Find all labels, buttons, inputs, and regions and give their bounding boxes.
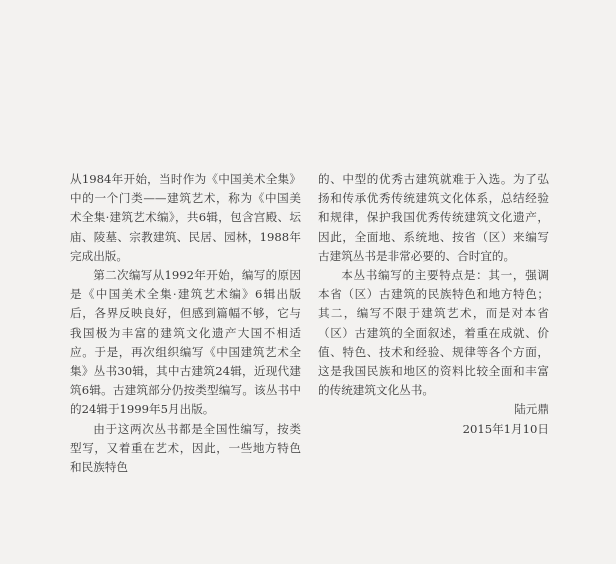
paragraph-3: 由于这两次丛书都是全国性编写，按类型写，又着重在艺术，因此，一些地方特色和民族特色 <box>70 421 301 475</box>
paragraph-5: 本丛书编写的主要特点是：其一，强调本省（区）古建筑的民族特色和地方特色；其二，编写不限于建筑艺术，而是对本省（区）古建筑的全面叙述，着重在成就、价值、特色、技术和经验、规律等各个方面，这是我国民族和地区的资料比较全面和丰富的传统建筑文化丛书。 <box>318 268 549 398</box>
paragraph-1: 从1984年开始，当时作为《中国美术全集》中的一个门类——建筑艺术，称为《中国美术全集·建筑艺术编》，共6辑，包含宫殿、坛庙、陵墓、宗教建筑、民居、园林，1988年完成出版。 <box>70 172 301 263</box>
left-column <box>70 170 301 477</box>
signature-date: 2015年1月10日 <box>462 421 549 436</box>
right-column <box>318 170 549 439</box>
paragraph-4: 的、中型的优秀古建筑就难于入选。为了弘扬和传承优秀传统建筑文化体系，总结经验和规律，保护我国优秀传统建筑文化遗产，因此，全面地、系统地、按省（区）来编写古建筑丛书是非常必要的、合时宜的。 <box>318 172 549 263</box>
author-signature: 陆元鼎 <box>514 402 549 417</box>
paragraph-2: 第二次编写从1992年开始，编写的原因是《中国美术全集·建筑艺术编》6辑出版后，各界反映良好，但感到篇幅不够，它与我国极为丰富的建筑文化遗产大国不相适应。于是，再次组织编写《中国建筑艺术全集》丛书30辑，其中古建筑24辑，近现代建筑6辑。古建筑部分仍按类型编写。该丛书中的24辑于1999年5月出版。 <box>70 268 301 417</box>
